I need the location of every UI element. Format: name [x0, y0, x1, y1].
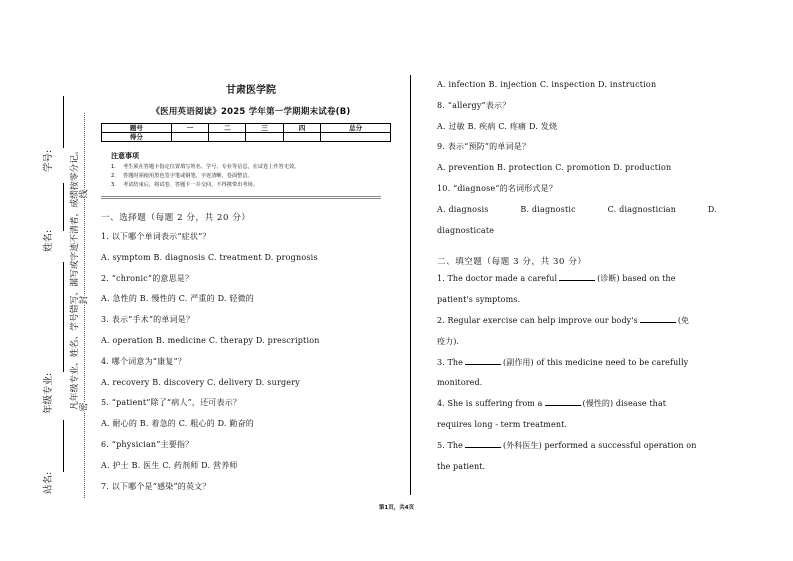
- question-5-options: A. 耐心的 B. 着急的 C. 粗心的 D. 勤奋的: [101, 419, 254, 429]
- fill-question-3-cont: monitored.: [437, 378, 483, 388]
- score-cell: [321, 133, 391, 142]
- score-table-header-row: [102, 124, 391, 133]
- question-9: 9. 表示“预防”的单词是？: [437, 142, 531, 152]
- name-line: [63, 183, 64, 231]
- score-cell: [209, 133, 246, 142]
- fill-question-5-cont: the patient.: [437, 461, 486, 471]
- section-1-title: 一、选择题（每题 2 分，共 20 分）: [101, 213, 251, 223]
- exam-site-line: [63, 420, 64, 472]
- score-table-score-row: [102, 133, 391, 142]
- fill-question-1: [437, 269, 722, 290]
- fill-hint: (外科医生) performed a successful operation on: [503, 440, 697, 450]
- exam-title: 《医用英语阅读》2025 学年第一学期期末试卷(B): [151, 107, 351, 117]
- notice-item-number: 2.: [111, 173, 116, 179]
- question-5: 5. “patient”除了“病人”，还可表示？: [101, 398, 242, 408]
- seal-mark-mi: 密: [79, 402, 90, 412]
- question-9-options: A. prevention B. protection C. promotion D. production: [437, 163, 672, 173]
- question-4-options: A. recovery B. discovery C. delivery D. surgery: [101, 377, 300, 387]
- fill-hint: (诊断) based on the: [597, 274, 676, 284]
- score-table: [101, 123, 391, 142]
- fill-text: 5. The: [437, 440, 463, 450]
- score-table-header-cell: 二: [209, 124, 246, 133]
- question-6: 6. “physician”主要指？: [101, 439, 194, 449]
- option-b: B. diagnostic: [520, 204, 576, 214]
- grade-major-line: [63, 262, 64, 372]
- school-name: 甘肃医学院: [226, 85, 276, 96]
- score-row-label: 得分: [102, 133, 172, 142]
- seal-mark-xian: 线: [79, 189, 90, 199]
- score-cell: [171, 133, 208, 142]
- section-2-title: 二、填空题（每题 3 分，共 30 分）: [437, 257, 587, 268]
- answer-blank: [465, 439, 501, 448]
- question-3-options: A. operation B. medicine C. therapy D. prescription: [101, 335, 320, 345]
- page-number: 第1页，共4页: [378, 505, 415, 511]
- fill-question-1-cont: patient's symptoms.: [437, 295, 521, 305]
- question-10-options-wrap: diagnosticate: [437, 225, 495, 235]
- seal-mark-feng: 封: [79, 295, 90, 305]
- fill-text: 4. She is suffering from a: [437, 399, 543, 409]
- fill-text: 2. Regular exercise can help improve our body's: [437, 315, 638, 325]
- score-table-header-cell: 总分: [321, 124, 391, 133]
- seal-dotted-line: [84, 113, 85, 498]
- question-2: 2. “chronic”的意思是？: [101, 273, 194, 283]
- notice-item: [111, 181, 401, 190]
- score-table-header-cell: 四: [283, 124, 320, 133]
- answer-blank: [640, 314, 676, 323]
- fill-question-4-cont: requires long - term treatment.: [437, 419, 568, 429]
- notice-block: [111, 151, 401, 190]
- score-cell: [283, 133, 320, 142]
- score-table-header-cell: 三: [246, 124, 283, 133]
- answer-blank: [545, 397, 581, 406]
- student-id-label: 学号:: [43, 149, 54, 172]
- score-table-header-cell: 一: [171, 124, 208, 133]
- question-4: 4. 哪个词意为“康复”？: [101, 356, 186, 366]
- question-8: 8. “allergy”表示？: [437, 100, 511, 110]
- notice-item-number: 1.: [111, 164, 116, 170]
- fill-question-2-cont: 疫力).: [437, 336, 460, 346]
- right-column: [437, 76, 722, 477]
- fill-text: 1. The doctor made a careful: [437, 274, 558, 284]
- question-1-options: A. symptom B. diagnosis C. treatment D. prognosis: [101, 252, 318, 262]
- answer-blank: [465, 356, 501, 365]
- notice-title: 注意事项: [111, 152, 139, 160]
- notice-item-text: 考试结束后，将试卷、答题卡一并交回，不得携带出考场。: [123, 182, 258, 188]
- question-10-options: [437, 200, 717, 221]
- exam-site-label: 站名:: [43, 471, 54, 494]
- fill-hint: (副作用) of this medicine need to be carefully: [503, 357, 689, 367]
- fill-question-4: [437, 394, 722, 415]
- student-id-line: [63, 96, 64, 148]
- question-2-options: A. 急性的 B. 慢性的 C. 严重的 D. 轻微的: [101, 294, 254, 304]
- grade-major-label: 年级专业:: [43, 372, 54, 414]
- column-divider: [410, 75, 411, 495]
- double-rule-divider: [101, 196, 381, 199]
- question-7-options: A. infection B. injection C. inspection D. instruction: [437, 80, 657, 89]
- question-8-options: A. 过敏 B. 疾病 C. 疼痛 D. 发烧: [437, 121, 558, 131]
- option-c: C. diagnostician: [607, 204, 677, 214]
- score-cell: [246, 133, 283, 142]
- notice-item-number: 3.: [111, 182, 116, 188]
- fill-hint: (慢性的) disease that: [582, 399, 667, 409]
- question-1: 1. 以下哪个单词表示“症状”？: [101, 232, 211, 241]
- binding-warning: 凡年级专业、姓名、学号错写、漏写或字迹不清者，成绩按零分记。: [70, 146, 80, 410]
- score-table-header-cell: 题号: [102, 124, 172, 133]
- question-7: 7. 以下哪个是“感染”的英文？: [101, 481, 211, 491]
- notice-item: [111, 172, 401, 181]
- question-3: 3. 表示“手术”的单词是？: [101, 315, 195, 325]
- notice-item-text: 答题时须使用黑色签字笔或钢笔，字迹清晰，卷面整洁。: [123, 173, 253, 179]
- left-column: [101, 76, 401, 497]
- name-label: 姓名:: [43, 229, 54, 252]
- option-d: D.: [707, 204, 717, 214]
- fill-hint: (免: [677, 315, 690, 325]
- option-a: A. diagnosis: [437, 204, 489, 214]
- notice-item-text: 考生须在答题卡指定位置填写姓名、学号、专业等信息，在试卷上作答无效。: [123, 164, 300, 170]
- fill-question-5: [437, 436, 722, 457]
- fill-question-3: [437, 353, 722, 374]
- answer-blank: [559, 272, 595, 281]
- fill-question-2: [437, 311, 722, 332]
- notice-item: [111, 163, 401, 172]
- binding-strip: [0, 0, 100, 561]
- fill-text: 3. The: [437, 357, 463, 367]
- question-6-options: A. 护士 B. 医生 C. 药剂师 D. 营养师: [101, 460, 238, 470]
- question-10: 10. “diagnose”的名词形式是？: [437, 183, 558, 193]
